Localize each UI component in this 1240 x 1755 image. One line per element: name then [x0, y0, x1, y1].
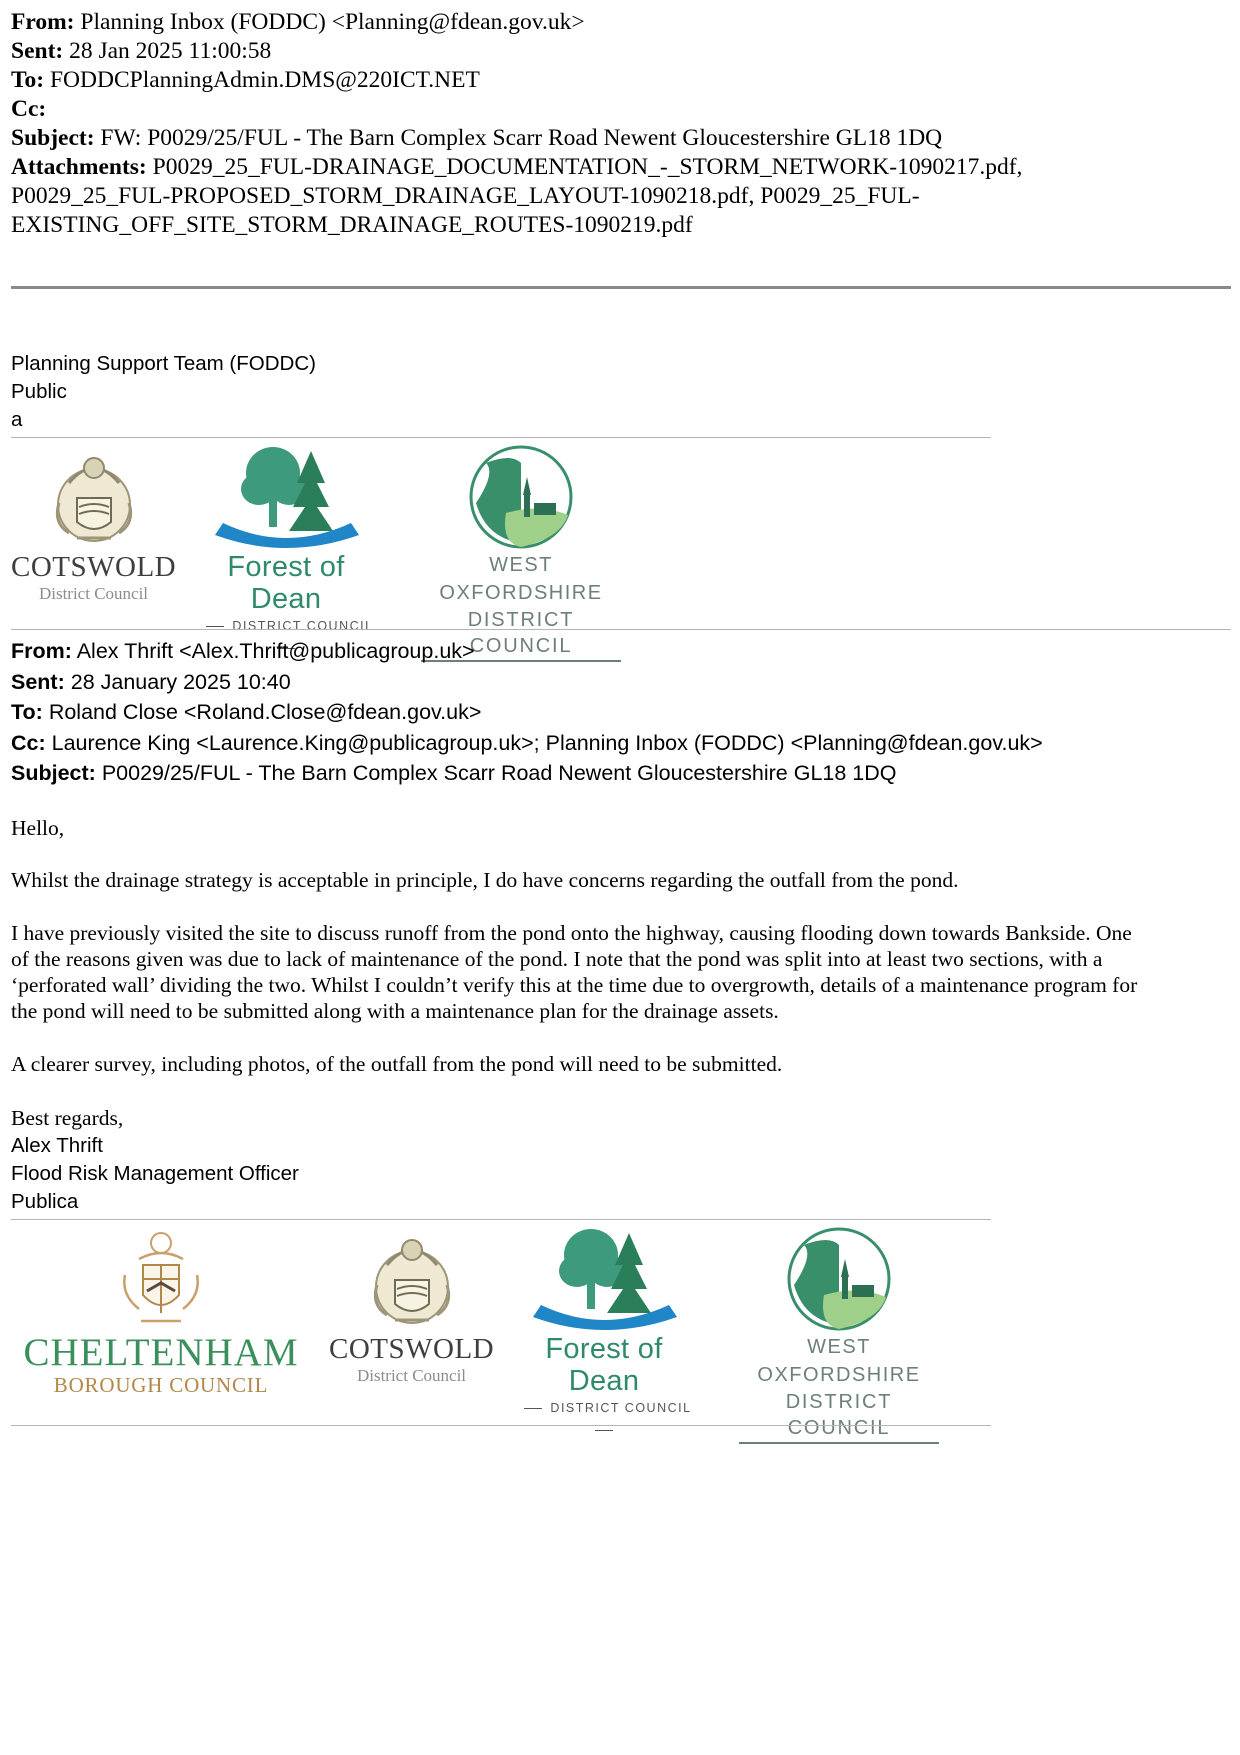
west-oxfordshire-name: WEST OXFORDSHIRE: [439, 554, 603, 604]
header-divider: [11, 286, 1231, 289]
sent-label: Sent:: [11, 38, 64, 64]
cotswold-crest-icon: [357, 1225, 467, 1333]
subject-value: P0029/25/FUL - The Barn Complex Scarr Road Newent Gloucestershire GL18 1DQ: [101, 761, 897, 785]
paragraph-2-line: ‘perforated wall’ dividing the two. Whilst I couldn’t verify this at the time due to overgrowth, details of a maintenance program for: [11, 973, 1138, 997]
cotswold-name: COTSWOLD: [329, 1333, 495, 1365]
west-oxfordshire-emblem-icon: [466, 443, 576, 551]
west-oxfordshire-sub: DISTRICT COUNCIL: [739, 1389, 939, 1444]
cheltenham-sub: BOROUGH COUNCIL: [53, 1373, 269, 1397]
west-oxfordshire-name: WEST OXFORDSHIRE: [757, 1336, 921, 1386]
cotswold-sub: District Council: [356, 1366, 467, 1385]
sig-a: a: [11, 408, 23, 431]
forest-of-dean-logo: [509, 1225, 699, 1441]
to-value: Roland Close <Roland.Close@fdean.gov.uk>: [48, 700, 482, 724]
to-label: To:: [11, 700, 43, 724]
outer-attachments-row: [11, 153, 1231, 182]
sig-public: Public: [11, 380, 67, 403]
to-label: To:: [11, 67, 45, 93]
sender-signature: [11, 1104, 299, 1216]
cheltenham-crest-icon: [111, 1225, 211, 1333]
greeting: Hello,: [11, 816, 65, 840]
attachment-line[interactable]: EXISTING_OFF_SITE_STORM_DRAINAGE_ROUTES-1090219.pdf: [11, 212, 693, 238]
outer-sent-row: [11, 37, 1231, 66]
cotswold-logo: [329, 1225, 494, 1387]
sent-value: 28 January 2025 10:40: [70, 669, 291, 694]
cc-value: Laurence King <Laurence.King@publicagroup.uk>; Planning Inbox (FODDC) <Planning@fdean.gov.uk>: [51, 730, 1043, 755]
cotswold-sub: District Council: [38, 584, 149, 603]
cc-label: Cc:: [11, 96, 47, 122]
forest-of-dean-name: Forest of Dean: [545, 1333, 663, 1397]
inner-from-row: [11, 636, 1043, 667]
sig-title: Flood Risk Management Officer: [11, 1162, 299, 1185]
inner-to-row: [11, 697, 1043, 728]
signature-divider: [11, 437, 991, 438]
paragraph-2-line: I have previously visited the site to discuss runoff from the pond onto the highway, causing flooding down towards Bankside. One: [11, 921, 1132, 945]
attachment-line[interactable]: P0029_25_FUL-PROPOSED_STORM_DRAINAGE_LAYOUT-1090218.pdf, P0029_25_FUL-: [11, 183, 920, 209]
attachment-line[interactable]: P0029_25_FUL-DRAINAGE_DOCUMENTATION_-_STORM_NETWORK-1090217.pdf,: [152, 154, 1023, 180]
paragraph-2-line: of the reasons given was due to lack of maintenance of the pond. I note that the pond was split into at least two sections, with a: [11, 947, 1103, 971]
forest-of-dean-sub-text: DISTRICT COUNCIL: [232, 619, 374, 633]
sent-value: 28 Jan 2025 11:00:58: [69, 38, 272, 64]
inner-sent-row: [11, 667, 1043, 698]
sig-org: Publica: [11, 1190, 79, 1213]
logos-divider: [11, 629, 1231, 630]
outer-subject-row: [11, 124, 1231, 153]
forest-of-dean-logo: [191, 443, 381, 659]
forest-of-dean-tree-icon: [519, 1225, 689, 1333]
closing: Best regards,: [11, 1106, 124, 1130]
west-oxfordshire-sub: DISTRICT COUNCIL: [421, 607, 621, 662]
inner-subject-row: [11, 758, 1043, 789]
cotswold-crest-icon: [39, 443, 149, 551]
west-oxfordshire-emblem-icon: [784, 1225, 894, 1333]
subject-value: FW: P0029/25/FUL - The Barn Complex Scarr Road Newent Gloucestershire GL18 1DQ: [100, 125, 943, 151]
paragraph-3: A clearer survey, including photos, of the outfall from the pond will need to be submitted.: [11, 1052, 783, 1076]
outer-email-header: [11, 8, 1231, 240]
from-label: From:: [11, 9, 75, 35]
forest-of-dean-sub-text: DISTRICT COUNCIL: [550, 1401, 692, 1415]
publica-logos-strip: [11, 1225, 1001, 1439]
from-value: Alex Thrift <Alex.Thrift@publicagroup.uk>: [76, 639, 475, 663]
cotswold-name: COTSWOLD: [11, 551, 177, 583]
cheltenham-logo: [11, 1225, 311, 1397]
subject-label: Subject:: [11, 125, 95, 151]
from-label: From:: [11, 639, 72, 663]
outer-cc-row: [11, 95, 1231, 124]
sent-label: Sent:: [11, 669, 65, 694]
forest-of-dean-name: Forest of Dean: [227, 551, 345, 615]
forward-signature: [11, 350, 316, 434]
cc-label: Cc:: [11, 730, 46, 755]
subject-label: Subject:: [11, 761, 96, 785]
paragraph-2-line: the pond will need to be submitted along with a maintenance plan for the drainage assets.: [11, 999, 779, 1023]
attachments-label: Attachments:: [11, 154, 147, 180]
paragraph-1: Whilst the drainage strategy is acceptable in principle, I do have concerns regarding the outfall from the pond.: [11, 868, 959, 892]
footer-divider: [11, 1425, 991, 1426]
outer-from-row: [11, 8, 1231, 37]
inner-cc-row: [11, 728, 1043, 759]
sig-team: Planning Support Team (FODDC): [11, 352, 316, 375]
outer-to-row: [11, 66, 1231, 95]
to-value: FODDCPlanningAdmin.DMS@220ICT.NET: [49, 67, 480, 93]
cheltenham-name: CHELTENHAM: [23, 1331, 299, 1374]
forest-of-dean-tree-icon: [201, 443, 371, 551]
west-oxfordshire-logo: [739, 1225, 939, 1444]
signature-divider-2: [11, 1219, 991, 1220]
paragraph-2: [11, 920, 1226, 1024]
from-value: Planning Inbox (FODDC) <Planning@fdean.gov.uk>: [80, 9, 585, 35]
forest-of-dean-sub: [509, 1397, 699, 1441]
sig-name: Alex Thrift: [11, 1134, 103, 1157]
inner-email-header: [11, 636, 1043, 789]
cotswold-logo: [11, 443, 176, 605]
